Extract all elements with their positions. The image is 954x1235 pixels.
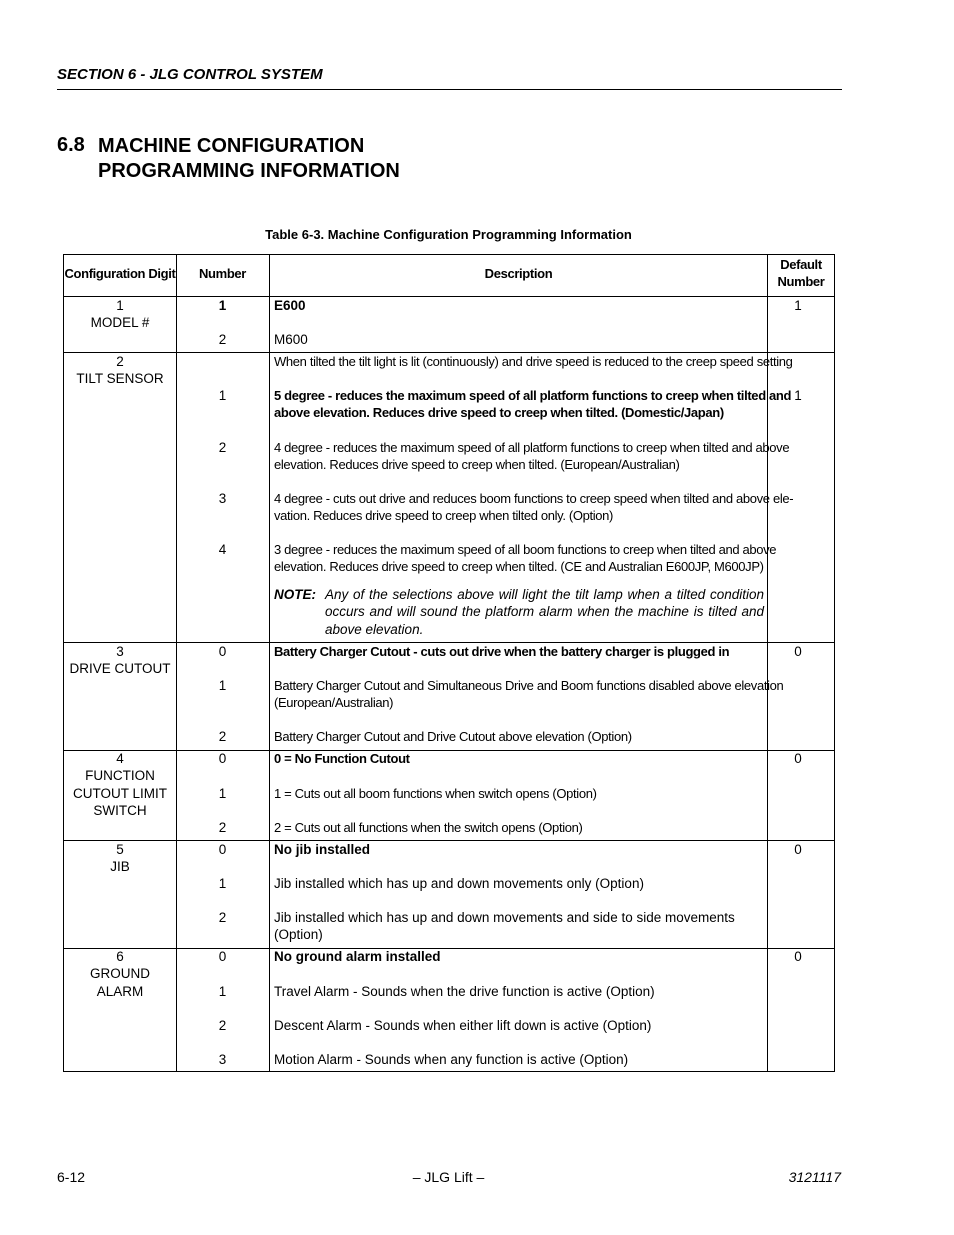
row5-number-0: 0	[218, 842, 227, 857]
row3-number-0: 0	[218, 644, 227, 659]
row4-name-line3: SWITCH	[93, 803, 147, 818]
row4-number-2: 2	[218, 820, 227, 835]
row2-desc-2b: elevation. Reduces drive speed to creep when tilted. (European/Australian)	[274, 457, 680, 472]
row4-desc-2: 2 = Cuts out all functions when the switch opens (Option)	[274, 820, 583, 835]
section-title	[98, 134, 400, 184]
row2-desc-4a: 3 degree - reduces the maximum speed of all boom functions to creep when tilted and above	[274, 542, 777, 557]
row2-intro: When tilted the tilt light is lit (continuously) and drive speed is reduced to the creep speed setting	[274, 354, 793, 369]
row5-desc-2b: (Option)	[274, 927, 323, 942]
row2-number-2: 2	[218, 440, 227, 455]
row5-default: 0	[794, 842, 802, 857]
header-number: Number	[198, 266, 247, 281]
tilt-note	[274, 586, 764, 638]
row2-default: 1	[794, 388, 802, 403]
row1-name: MODEL #	[90, 315, 150, 330]
row3-desc-1b: (European/Australian)	[274, 695, 394, 710]
row2-name: TILT SENSOR	[76, 371, 164, 386]
row3-number-1: 1	[218, 678, 227, 693]
header-default-line1: Default	[780, 257, 822, 272]
row2-number-3: 3	[218, 491, 227, 506]
row1-desc-1: E600	[274, 298, 306, 313]
header-default-number	[768, 256, 834, 290]
header-rule	[57, 89, 842, 90]
row6-number-3: 3	[218, 1052, 227, 1067]
row3-desc-0: Battery Charger Cutout - cuts out drive when the battery charger is plugged in	[274, 644, 730, 659]
row6-desc-0: No ground alarm installed	[274, 949, 441, 964]
row3-digit: 3	[116, 644, 124, 659]
section-title-line1: MACHINE CONFIGURATION	[98, 135, 365, 157]
row1-default: 1	[794, 298, 802, 313]
row4-name-line2: CUTOUT LIMIT	[72, 786, 167, 801]
row4-default: 0	[794, 751, 802, 766]
row3-number-2: 2	[218, 729, 227, 744]
note-label: NOTE:	[274, 587, 316, 602]
header-default-line2: Number	[777, 274, 825, 289]
row2-desc-1a: 5 degree - reduces the maximum speed of all platform functions to creep when tilted and	[274, 388, 792, 403]
row5-number-1: 1	[218, 876, 227, 891]
table-caption: Table 6-3. Machine Configuration Programming Information	[265, 227, 632, 242]
row1-digit: 1	[116, 298, 124, 313]
row2-desc-1b: above elevation. Reduces drive speed to creep when tilted. (Domestic/Japan)	[274, 405, 724, 420]
row4-number-1: 1	[218, 786, 227, 801]
row5-name: JIB	[110, 859, 130, 874]
footer-center: – JLG Lift –	[412, 1169, 485, 1185]
column-divider	[269, 254, 270, 1072]
row6-number-0: 0	[218, 949, 227, 964]
row4-digit: 4	[116, 751, 124, 766]
row1-desc-2: M600	[274, 332, 308, 347]
section-header: SECTION 6 - JLG CONTROL SYSTEM	[57, 66, 323, 83]
row6-name-line1: GROUND	[90, 966, 150, 981]
row6-desc-2: Descent Alarm - Sounds when either lift down is active (Option)	[274, 1018, 652, 1033]
footer-doc-number: 3121117	[788, 1169, 841, 1185]
row1-number-2: 2	[218, 332, 227, 347]
row6-digit: 6	[116, 949, 124, 964]
row4-number-0: 0	[218, 751, 227, 766]
row3-default: 0	[794, 644, 802, 659]
row3-desc-2: Battery Charger Cutout and Drive Cutout above elevation (Option)	[274, 729, 632, 744]
row2-desc-3a: 4 degree - cuts out drive and reduces boom functions to creep speed when tilted and above ele-	[274, 491, 794, 506]
row6-default: 0	[794, 949, 802, 964]
row2-desc-3b: vation. Reduces drive speed to creep when tilted only. (Option)	[274, 508, 614, 523]
row5-digit: 5	[116, 842, 124, 857]
header-config-digit: Configuration Digit	[64, 266, 176, 281]
row5-desc-0: No jib installed	[274, 842, 371, 857]
row1-number-1: 1	[218, 298, 227, 313]
row6-desc-3: Motion Alarm - Sounds when any function is active (Option)	[274, 1052, 629, 1067]
row5-number-2: 2	[218, 910, 227, 925]
row6-name-line2: ALARM	[96, 984, 144, 999]
row3-desc-1a: Battery Charger Cutout and Simultaneous Drive and Boom functions disabled above elevation	[274, 678, 784, 693]
row6-number-1: 1	[218, 984, 227, 999]
row5-desc-2a: Jib installed which has up and down movements and side to side movements	[274, 910, 735, 925]
row6-number-2: 2	[218, 1018, 227, 1033]
row6-desc-1: Travel Alarm - Sounds when the drive function is active (Option)	[274, 984, 655, 999]
row2-number-1: 1	[218, 388, 227, 403]
row2-desc-4b: elevation. Reduces drive speed to creep when tilted. (CE and Australian E600JP, M600JP)	[274, 559, 764, 574]
row4-name-line1: FUNCTION	[85, 768, 155, 783]
header-description: Description	[484, 266, 553, 281]
row4-desc-1: 1 = Cuts out all boom functions when switch opens (Option)	[274, 786, 597, 801]
row4-desc-0: 0 = No Function Cutout	[274, 751, 410, 766]
row2-number-4: 4	[218, 542, 227, 557]
row2-desc-2a: 4 degree - reduces the maximum speed of all platform functions to creep when tilted and above	[274, 440, 790, 455]
section-title-line2: PROGRAMMING INFORMATION	[98, 160, 400, 182]
note-text: Any of the selections above will light the tilt lamp when a tilted condition occurs and will sound the platform alarm when the machine is tilted and above elevation.	[325, 587, 764, 637]
row2-digit: 2	[116, 354, 124, 369]
row3-name: DRIVE CUTOUT	[69, 661, 171, 676]
row5-desc-1: Jib installed which has up and down movements only (Option)	[274, 876, 644, 891]
footer-page-number: 6-12	[57, 1169, 86, 1185]
section-number: 6.8	[57, 134, 85, 156]
